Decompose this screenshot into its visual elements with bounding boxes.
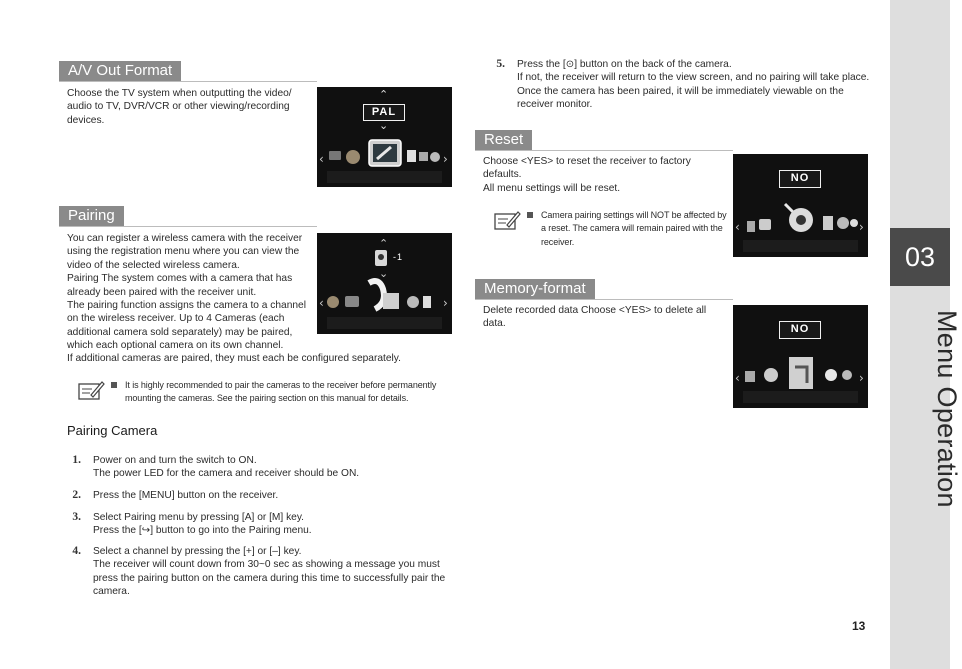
step-item: [59, 511, 479, 538]
memory-card-icon: [733, 305, 868, 408]
chevron-up-icon: ⌃: [379, 89, 389, 101]
note-pencil-icon: [77, 379, 105, 401]
svg-text:‹: ‹: [319, 152, 324, 166]
pairing-channel-label: -1: [392, 252, 403, 262]
svg-text:‹: ‹: [735, 371, 740, 385]
svg-text:‹: ‹: [319, 296, 324, 310]
step-item: [59, 545, 479, 599]
step-text: Power on and turn the switch to ON. The power LED for the camera and receiver should be ON.: [93, 455, 360, 480]
note-bullet: [111, 382, 117, 388]
memory-format-screen: [733, 305, 868, 408]
note-pencil-icon: [493, 209, 521, 231]
reset-screen: [733, 154, 868, 257]
screen-value-label: PAL: [363, 104, 405, 121]
svg-text:›: ›: [859, 371, 864, 385]
reset-gear-icon: [733, 154, 868, 257]
step-text: Press the [⊙] button on the back of the camera. If not, the receiver will return to the view screen, and no pairing will take place. Once the camera has been paired, it will be immediately viewable on the receiver monitor.: [517, 59, 870, 111]
screen-value-label: NO: [779, 170, 821, 188]
step-number: 1.: [72, 454, 81, 466]
svg-text:›: ›: [443, 152, 448, 166]
step-number: 4.: [72, 545, 81, 557]
step-number: 2.: [72, 489, 81, 501]
svg-text:‹: ‹: [735, 220, 740, 234]
pairing-note: [77, 379, 477, 406]
step-number: 3.: [72, 511, 81, 523]
reset-note-text: Camera pairing settings will NOT be affected by a reset. The camera will remain paired with the receiver.: [541, 210, 727, 247]
pairing-note-text: It is highly recommended to pair the cameras to the receiver before permanently mounting the cameras. See the pairing section on this manual for details.: [125, 380, 437, 404]
svg-text:⌄: ⌄: [379, 267, 389, 280]
pairing-camera-title: Pairing Camera: [67, 423, 158, 438]
pairing-header: Pairing: [59, 206, 124, 226]
step-item: [59, 489, 479, 502]
chevron-down-icon: ⌄: [379, 120, 389, 132]
av-out-format-header: A/V Out Format: [59, 61, 181, 81]
pairing-body-extra: If additional cameras are paired, they must each be configured separately.: [67, 353, 401, 364]
memory-format-body: Delete recorded data Choose <YES> to delete all data.: [483, 305, 707, 330]
menu-icon-carousel: [317, 87, 452, 187]
chapter-title: Menu Operation: [932, 310, 962, 508]
section-rule: [59, 226, 317, 227]
step-number: 5.: [496, 58, 505, 70]
svg-text:⌃: ⌃: [379, 237, 389, 250]
reset-body: Choose <YES> to reset the receiver to factory defaults. All menu settings will be reset.: [483, 156, 691, 194]
svg-text:›: ›: [443, 296, 448, 310]
section-rule: [59, 81, 317, 82]
pairing-camera-icon: [317, 233, 452, 334]
reset-note: [493, 209, 733, 249]
screen-value-label: NO: [779, 321, 821, 339]
svg-text:›: ›: [859, 220, 864, 234]
step-item: [483, 58, 883, 112]
step-item: [59, 454, 479, 481]
page-number: 13: [852, 619, 866, 633]
chapter-number: 03: [890, 228, 950, 286]
step-text: Select Pairing menu by pressing [A] or [M] key. Press the [↪] button to go into the Pairing menu.: [93, 512, 312, 537]
av-out-format-body: Choose the TV system when outputting the video/ audio to TV, DVR/VCR or other viewing/recording devices.: [67, 88, 292, 126]
pairing-screen: [317, 233, 452, 334]
section-rule: [475, 150, 733, 151]
note-bullet: [527, 212, 533, 218]
memory-format-header: Memory-format: [475, 279, 595, 299]
section-rule: [475, 299, 733, 300]
step-text: Select a channel by pressing the [+] or [–] key. The receiver will count down from 30~0 sec as showing a message you must press the pairing button on the camera during this time to successfully pair the camera.: [93, 546, 446, 598]
reset-header: Reset: [475, 130, 532, 150]
pairing-body: You can register a wireless camera with the receiver using the registration menu where you can view the video of the selected wireless camera. Pairing The system comes with a camera that has already been paired with the receiver unit. The pairing function assigns the camera to a channel on the wireless receiver. Up to 4 Cameras (each additional camera sold separately) may be paired, which each optional camera on its own channel.: [67, 233, 306, 352]
av-out-format-screen: [317, 87, 452, 187]
step-text: Press the [MENU] button on the receiver.: [93, 490, 279, 501]
